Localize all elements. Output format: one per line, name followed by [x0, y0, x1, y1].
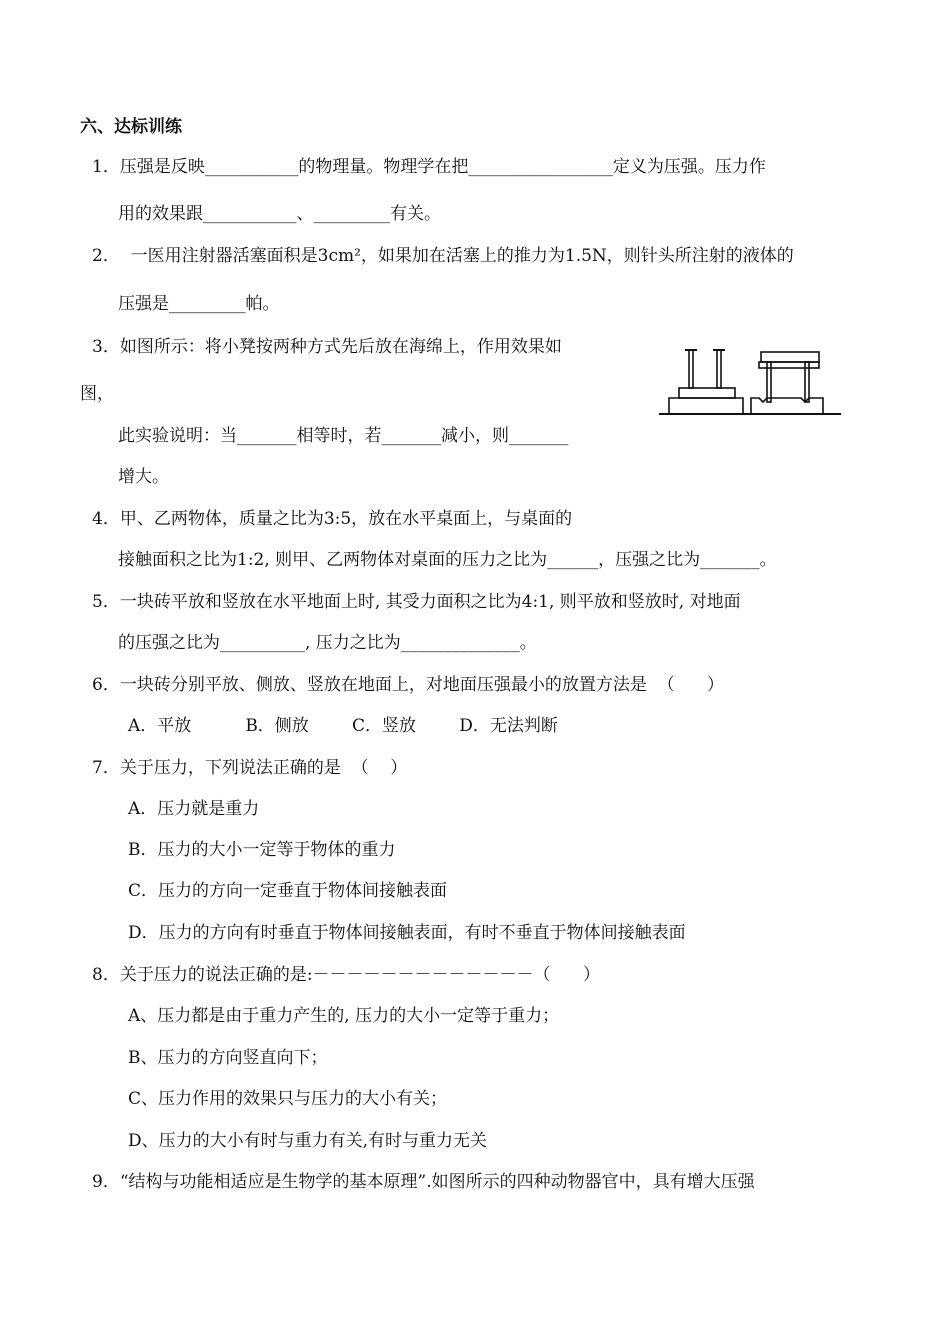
question-1-line-2: 用的效果跟___________、_________有关。: [118, 204, 441, 224]
question-7-option-c: C．压力的方向一定垂直于物体间接触表面: [128, 881, 448, 901]
question-3-line-4: 增大。: [118, 467, 169, 487]
section-title: 六、达标训练: [80, 117, 182, 137]
question-8-line-1: 8．关于压力的说法正确的是:－－－－－－－－－－－－－（ ）: [92, 965, 600, 985]
question-2-line-2: 压强是_________帕。: [118, 294, 280, 314]
question-8-option-b: B、压力的方向竖直向下；: [128, 1048, 328, 1068]
question-9-line-1: 9．“结构与功能相适应是生物学的基本原理”.如图所示的四种动物器官中，具有增大压强: [92, 1172, 755, 1192]
question-3-line-3: 此实验说明：当_______相等时，若_______减小，则_______: [118, 426, 569, 446]
question-7-line-1: 7．关于压力，下列说法正确的是 （ ）: [92, 758, 408, 778]
question-1-line-1: 1．压强是反映___________的物理量。物理学在把_________________定义为压强。压力作: [92, 157, 766, 177]
question-3-line-1: 3．如图所示：将小凳按两种方式先后放在海绵上，作用效果如: [92, 337, 562, 357]
stool-on-sponge-figure: [655, 342, 845, 420]
question-7-option-b: B．压力的大小一定等于物体的重力: [128, 840, 396, 860]
question-8-option-a: A、压力都是由于重力产生的, 压力的大小一定等于重力；: [128, 1006, 560, 1026]
question-5-line-1: 5．一块砖平放和竖放在水平地面上时, 其受力面积之比为4:1, 则平放和竖放时, 对地面: [92, 592, 741, 612]
question-3-line-2: 图，: [80, 384, 114, 404]
question-5-line-2: 的压强之比为__________, 压力之比为______________。: [118, 633, 537, 653]
question-2-line-1: 2． 一医用注射器活塞面积是3cm²，如果加在活塞上的推力为1.5N，则针头所注射的液体的: [92, 246, 794, 266]
question-8-option-d: D、压力的大小有时与重力有关,有时与重力无关: [128, 1131, 488, 1151]
question-7-option-a: A．压力就是重力: [128, 799, 260, 819]
question-4-line-2: 接触面积之比为1:2, 则甲、乙两物体对桌面的压力之比为______，压强之比为_______。: [118, 550, 777, 570]
question-7-option-d: D．压力的方向有时垂直于物体间接触表面，有时不垂直于物体间接触表面: [128, 923, 686, 943]
question-6-options: A．平放 B．侧放 C．竖放 D．无法判断: [128, 716, 558, 736]
question-6-line-1: 6．一块砖分别平放、侧放、竖放在地面上，对地面压强最小的放置方法是 （ ）: [92, 675, 725, 695]
question-8-option-c: C、压力作用的效果只与压力的大小有关；: [128, 1089, 448, 1109]
question-4-line-1: 4．甲、乙两物体，质量之比为3:5，放在水平桌面上，与桌面的: [92, 509, 573, 529]
